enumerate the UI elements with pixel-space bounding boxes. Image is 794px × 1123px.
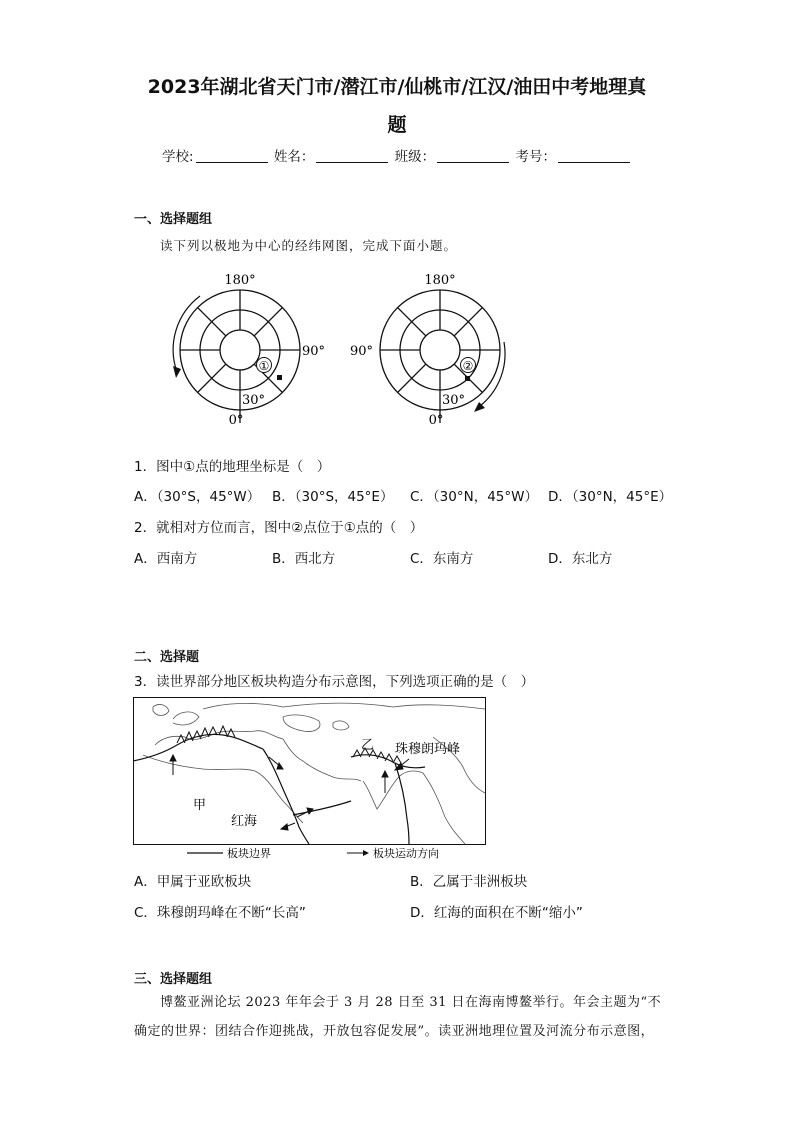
page-title-line2: 题	[387, 114, 407, 136]
class-blank[interactable]	[437, 150, 509, 163]
q2-option-c[interactable]: C．东南方	[410, 551, 474, 567]
rotation-arrow-left	[173, 296, 200, 372]
q2-option-d[interactable]: D．东北方	[548, 551, 613, 567]
right-label-30: 30°	[442, 393, 466, 408]
polar-grid-left	[173, 273, 325, 428]
map-label-jia: 甲	[193, 798, 207, 813]
exam-no-label: 考号：	[515, 149, 556, 165]
section1-heading: 一、选择题组	[134, 212, 213, 227]
q3-stem: 3．读世界部分地区板块构造分布示意图，下列选项正确的是（ ）	[134, 674, 535, 690]
school-blank[interactable]	[196, 150, 268, 163]
name-blank[interactable]	[316, 150, 388, 163]
q1-option-a[interactable]: A．（30°S，45°W）	[134, 489, 261, 505]
legend-boundary-label: 板块边界	[227, 847, 271, 860]
point-2-marker	[465, 376, 470, 381]
q2-option-a[interactable]: A．西南方	[134, 551, 198, 567]
q3-option-d[interactable]: D．红海的面积在不断“缩小”	[410, 905, 583, 921]
point-1-label: ①	[258, 359, 270, 373]
point-1-marker	[277, 375, 282, 380]
class-label: 班级：	[394, 149, 436, 165]
name-label: 姓名：	[273, 149, 315, 165]
q1-option-b[interactable]: B．（30°S，45°E）	[272, 489, 394, 505]
q1-option-d[interactable]: D．（30°N，45°E）	[548, 489, 673, 505]
map-label-yi: 乙	[361, 738, 375, 753]
map-legend	[187, 846, 439, 860]
section2-heading: 二、选择题	[134, 650, 200, 665]
q1-option-c[interactable]: C．（30°N，45°W）	[410, 489, 538, 505]
student-info-row	[0, 145, 794, 165]
q2-stem: 2．就相对方位而言，图中②点位于①点的（ ）	[134, 520, 424, 536]
q1-stem: 1．图中①点的地理坐标是（ ）	[134, 459, 331, 475]
right-label-180: 180°	[424, 273, 456, 288]
legend-motion-label: 板块运动方向	[373, 847, 439, 860]
q3-option-b[interactable]: B．乙属于非洲板块	[410, 874, 528, 890]
polar-grid-right	[350, 273, 505, 428]
q3-option-c[interactable]: C．珠穆朗玛峰在不断“长高”	[134, 905, 306, 921]
school-label: 学校:	[162, 149, 194, 165]
rotation-arrow-right	[480, 342, 505, 406]
section3-heading: 三、选择题组	[134, 972, 213, 987]
left-label-30: 30°	[242, 393, 266, 408]
point-2-label: ②	[462, 359, 474, 373]
exam-no-blank[interactable]	[558, 150, 630, 163]
right-label-0: 0°	[428, 413, 444, 428]
section1-intro: 读下列以极地为中心的经纬网图，完成下面小题。	[160, 238, 458, 253]
q2-option-b[interactable]: B．西北方	[272, 551, 336, 567]
page-title-line1: 2023年湖北省天门市/潜江市/仙桃市/江汉/油田中考地理真	[147, 76, 647, 98]
left-label-90: 90°	[302, 344, 326, 359]
right-label-90: 90°	[350, 344, 374, 359]
section3-paragraph: 博鳌亚洲论坛 2023 年年会于 3 月 28 日至 31 日在海南博鳌举行。年会主题为“不确定的世界：团结合作迎挑战，开放包容促发展”。读亚洲地理位置及河流分布示意图，	[134, 995, 662, 1039]
map-label-redsea: 红海	[231, 814, 258, 829]
q3-option-a[interactable]: A．甲属于亚欧板块	[134, 874, 252, 890]
left-label-0: 0°	[228, 413, 244, 428]
left-label-180: 180°	[224, 273, 256, 288]
polar-grid-figures	[140, 268, 540, 433]
plate-tectonics-map	[133, 697, 487, 861]
map-label-peak: 珠穆朗玛峰	[395, 742, 461, 757]
